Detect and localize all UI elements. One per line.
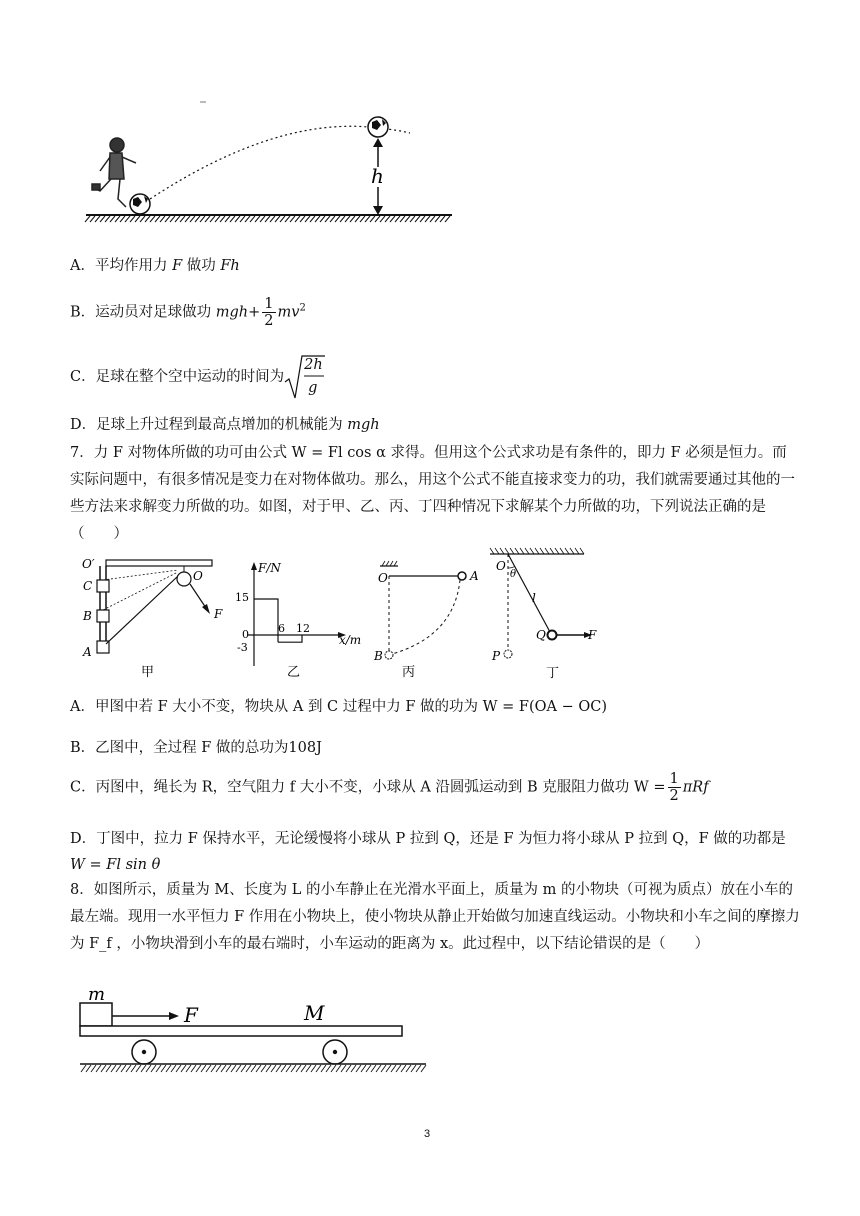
hatch-line bbox=[560, 548, 564, 554]
hatch-line bbox=[266, 1065, 271, 1072]
hatch-line bbox=[381, 1065, 386, 1072]
q6-option-b: B．运动员对足球做功 mgh+ $\frac{1}{2}$ $mv^2$ bbox=[70, 296, 306, 329]
hatch-line bbox=[320, 216, 325, 222]
hatch-line bbox=[345, 216, 350, 222]
hatch-line bbox=[395, 216, 400, 222]
hatch-line bbox=[216, 1065, 221, 1072]
hatch-line bbox=[380, 216, 385, 222]
hatch-line bbox=[271, 1065, 276, 1072]
hatch-line bbox=[111, 1065, 116, 1072]
hatch-line bbox=[280, 216, 285, 222]
q6-option-a: A．平均作用力 F 做功 Fh bbox=[70, 258, 240, 274]
hatch-line bbox=[116, 1065, 121, 1072]
q8-stem: 8．如图所示，质量为 M、长度为 L 的小车静止在光滑水平面上，质量为 m 的小物块（可视为质点）放在小车的最左端。现用一水平恒力 F 作用在小物块上，使小物块从静止开始做匀加速直线运动。小物块和小车之间的摩擦力为 F_f ，小物块滑到小车的最右端时，小车运动的距离为 x。此过程中，以下结论错误的是（ ） bbox=[70, 882, 800, 952]
hatch-line bbox=[376, 1065, 381, 1072]
hatch-line bbox=[205, 216, 210, 222]
hatch-line bbox=[130, 216, 135, 222]
hatch-line bbox=[440, 216, 445, 222]
force-segment-2 bbox=[278, 635, 302, 642]
sqrt-expression: 2h g bbox=[284, 354, 326, 400]
hatch-line bbox=[335, 216, 340, 222]
hatch-line bbox=[90, 216, 95, 222]
hatch-line bbox=[406, 1065, 411, 1072]
hatch-line bbox=[490, 548, 494, 554]
hatch-line bbox=[515, 548, 519, 554]
svg-text:12: 12 bbox=[296, 622, 310, 635]
hatch-line bbox=[231, 1065, 236, 1072]
figure-bing bbox=[372, 556, 492, 686]
svg-text:P: P bbox=[492, 649, 501, 663]
q6-option-c: C．足球在整个空中运动的时间为 2h g bbox=[70, 354, 326, 400]
ball-top bbox=[368, 117, 388, 137]
hatch-line bbox=[510, 548, 514, 554]
svg-text:丙: 丙 bbox=[402, 665, 416, 680]
hatch-line bbox=[415, 216, 420, 222]
hatch-line bbox=[301, 1065, 306, 1072]
svg-text:F: F bbox=[214, 607, 223, 621]
hatch-line bbox=[260, 216, 265, 222]
hatch-line bbox=[570, 548, 574, 554]
hatch-line bbox=[106, 1065, 111, 1072]
hatch-line bbox=[255, 216, 260, 222]
hatch-line bbox=[375, 216, 380, 222]
hatch-line bbox=[220, 216, 225, 222]
hatch-line bbox=[105, 216, 110, 222]
svg-text:O′: O′ bbox=[82, 557, 95, 571]
hatch-line bbox=[325, 216, 330, 222]
hatch-line bbox=[430, 216, 435, 222]
q7-option-d-line1: D．丁图中，拉力 F 保持水平，无论缓慢将小球从 P 拉到 Q，还是 F 为恒力将小球从 P 拉到 Q，F 做的功都是 bbox=[70, 831, 786, 847]
hatch-line bbox=[121, 1065, 126, 1072]
hatch-line bbox=[170, 216, 175, 222]
hatch-line bbox=[341, 1065, 346, 1072]
hatch-line bbox=[400, 216, 405, 222]
hatch-line bbox=[296, 1065, 301, 1072]
hatch-line bbox=[101, 1065, 106, 1072]
hatch-line bbox=[525, 548, 529, 554]
hatch-line bbox=[186, 1065, 191, 1072]
svg-text:m: m bbox=[88, 986, 106, 1005]
hatch-line bbox=[326, 1065, 331, 1072]
hatch-line bbox=[365, 216, 370, 222]
hatch-line bbox=[270, 216, 275, 222]
hatch-line bbox=[131, 1065, 136, 1072]
hatch-line bbox=[171, 1065, 176, 1072]
hatch-line bbox=[445, 216, 450, 222]
hatch-line bbox=[250, 216, 255, 222]
hatch-line bbox=[156, 1065, 161, 1072]
hatch-line bbox=[500, 548, 504, 554]
hatch-line bbox=[575, 548, 579, 554]
hatch-line bbox=[275, 216, 280, 222]
hatch-line bbox=[555, 548, 559, 554]
hatch-line bbox=[110, 216, 115, 222]
svg-text:-3: -3 bbox=[237, 641, 248, 654]
figure-jia bbox=[78, 556, 228, 686]
hatch-line bbox=[125, 216, 130, 222]
hatch-line bbox=[160, 216, 165, 222]
svg-text:O: O bbox=[496, 559, 506, 573]
q7-option-a: A．甲图中若 F 大小不变，物块从 A 到 C 过程中力 F 做的功为 W = F(OA − OC) bbox=[70, 699, 607, 715]
svg-text:0: 0 bbox=[242, 628, 249, 641]
q6-option-d: D．足球上升过程到最高点增加的机械能为 mgh bbox=[70, 417, 380, 433]
hatch-line bbox=[346, 1065, 351, 1072]
hatch-line bbox=[191, 1065, 196, 1072]
hatch-line bbox=[146, 1065, 151, 1072]
hatch-line bbox=[350, 216, 355, 222]
svg-text:A: A bbox=[470, 569, 479, 583]
hatch-line bbox=[176, 1065, 181, 1072]
hatch-line bbox=[286, 1065, 291, 1072]
hatch-line bbox=[390, 216, 395, 222]
cart-figure bbox=[74, 986, 434, 1081]
hatch-line bbox=[505, 548, 509, 554]
hatch-line bbox=[410, 216, 415, 222]
hatch-line bbox=[166, 1065, 171, 1072]
hatch-line bbox=[565, 548, 569, 554]
svg-text:O: O bbox=[378, 571, 388, 585]
svg-text:O: O bbox=[193, 569, 203, 583]
svg-text:F/N: F/N bbox=[258, 561, 281, 575]
hatch-line bbox=[150, 216, 155, 222]
hatch-line bbox=[206, 1065, 211, 1072]
hatch-line bbox=[225, 216, 230, 222]
svg-text:丁: 丁 bbox=[546, 666, 560, 681]
hatch-line bbox=[336, 1065, 341, 1072]
hatch-line bbox=[330, 216, 335, 222]
q7-option-c: C．丙图中，绳长为 R，空气阻力 f 大小不变，小球从 A 沿圆弧运动到 B 克服阻力做功 W = $\frac{1}{2}$ πRf bbox=[70, 771, 709, 804]
fraction-one-half-c: $\frac{1}{2}$ bbox=[669, 771, 679, 804]
hatch-line bbox=[245, 216, 250, 222]
hatch-line bbox=[310, 216, 315, 222]
hatch-line bbox=[331, 1065, 336, 1072]
svg-text:6: 6 bbox=[278, 622, 285, 635]
hatch-line bbox=[416, 1065, 421, 1072]
hatch-line bbox=[295, 216, 300, 222]
hatch-line bbox=[81, 1065, 86, 1072]
hatch-line bbox=[520, 548, 524, 554]
hatch-line bbox=[215, 216, 220, 222]
hatch-line bbox=[85, 216, 90, 222]
hatch-line bbox=[360, 216, 365, 222]
hatch-line bbox=[251, 1065, 256, 1072]
hatch-line bbox=[256, 1065, 261, 1072]
hatch-line bbox=[276, 1065, 281, 1072]
svg-text:F: F bbox=[588, 628, 597, 642]
hatch-line bbox=[391, 1065, 396, 1072]
hatch-line bbox=[230, 216, 235, 222]
hatch-line bbox=[291, 1065, 296, 1072]
svg-text:F: F bbox=[184, 1003, 198, 1027]
hatch-line bbox=[420, 216, 425, 222]
q7-stem: 7．力 F 对物体所做的功可由公式 W = Fl cos α 求得。但用这个公式求功是有条件的，即力 F 必须是恒力。而实际问题中，有很多情况是变力在对物体做功。那么，用这个公式不能直接求变力的功，我们就需要通过其他的一些方法来求解变力所做的功。如图，对于甲、乙、丙、丁四种情况下求解某个力所做的功，下列说法正确的是（ ） bbox=[70, 445, 795, 542]
trajectory-path bbox=[150, 126, 410, 199]
hatch-line bbox=[421, 1065, 426, 1072]
hatch-line bbox=[235, 216, 240, 222]
hatch-line bbox=[185, 216, 190, 222]
figure-yi bbox=[230, 556, 365, 686]
hatch-line bbox=[100, 216, 105, 222]
hatch-line bbox=[545, 548, 549, 554]
hatch-line bbox=[161, 1065, 166, 1072]
hatch-line bbox=[226, 1065, 231, 1072]
hatch-line bbox=[351, 1065, 356, 1072]
hatch-line bbox=[371, 1065, 376, 1072]
svg-text:Q: Q bbox=[536, 628, 546, 642]
hatch-line bbox=[211, 1065, 216, 1072]
hatch-line bbox=[435, 216, 440, 222]
hatch-line bbox=[136, 1065, 141, 1072]
hatch-line bbox=[175, 216, 180, 222]
hatch-line bbox=[370, 216, 375, 222]
svg-text:x/m: x/m bbox=[339, 633, 362, 647]
hatch-line bbox=[210, 216, 215, 222]
hatch-line bbox=[321, 1065, 326, 1072]
hatch-line bbox=[141, 1065, 146, 1072]
hatch-line bbox=[386, 1065, 391, 1072]
svg-text:l: l bbox=[532, 591, 536, 605]
hatch-line bbox=[86, 1065, 91, 1072]
hatch-line bbox=[311, 1065, 316, 1072]
svg-text:甲: 甲 bbox=[141, 665, 155, 680]
hatch-line bbox=[356, 1065, 361, 1072]
hatch-line bbox=[221, 1065, 226, 1072]
hatch-line bbox=[265, 216, 270, 222]
ball-start bbox=[130, 194, 150, 214]
hatch-line bbox=[361, 1065, 366, 1072]
svg-text:θ: θ bbox=[510, 569, 517, 580]
hatch-line bbox=[201, 1065, 206, 1072]
hatch-line bbox=[91, 1065, 96, 1072]
hatch-line bbox=[316, 1065, 321, 1072]
hatch-line bbox=[535, 548, 539, 554]
hatch-line bbox=[135, 216, 140, 222]
hatch-line bbox=[246, 1065, 251, 1072]
svg-text:M: M bbox=[304, 1001, 325, 1025]
hatch-line bbox=[140, 216, 145, 222]
svg-text:B: B bbox=[83, 609, 92, 623]
hatch-line bbox=[241, 1065, 246, 1072]
h-label: h bbox=[371, 164, 384, 188]
hatch-line bbox=[401, 1065, 406, 1072]
hatch-line bbox=[126, 1065, 131, 1072]
hatch-line bbox=[355, 216, 360, 222]
hatch-line bbox=[530, 548, 534, 554]
hatch-line bbox=[145, 216, 150, 222]
page-number: 3 bbox=[424, 1128, 431, 1140]
hatch-line bbox=[495, 548, 499, 554]
hatch-line bbox=[425, 216, 430, 222]
hatch-line bbox=[411, 1065, 416, 1072]
hatch-line bbox=[366, 1065, 371, 1072]
hatch-line bbox=[290, 216, 295, 222]
kick-figure bbox=[78, 95, 458, 225]
hatch-line bbox=[261, 1065, 266, 1072]
q7-option-b: B．乙图中，全过程 F 做的总功为108J bbox=[70, 740, 322, 756]
player-drawing bbox=[92, 138, 136, 207]
hatch-line bbox=[340, 216, 345, 222]
hatch-line bbox=[281, 1065, 286, 1072]
force-segment-1 bbox=[254, 599, 278, 635]
hatch-line bbox=[580, 548, 584, 554]
hatch-line bbox=[240, 216, 245, 222]
q7-option-d-line2: W = Fl sin θ bbox=[70, 857, 161, 873]
hatch-line bbox=[300, 216, 305, 222]
hatch-line bbox=[550, 548, 554, 554]
hatch-line bbox=[385, 216, 390, 222]
hatch-line bbox=[155, 216, 160, 222]
hatch-line bbox=[285, 216, 290, 222]
hatch-line bbox=[306, 1065, 311, 1072]
hatch-line bbox=[151, 1065, 156, 1072]
fraction-one-half: $\frac{1}{2}$ bbox=[264, 296, 274, 329]
svg-text:C: C bbox=[83, 579, 93, 593]
hatch-line bbox=[196, 1065, 201, 1072]
svg-text:B: B bbox=[374, 649, 383, 663]
hatch-line bbox=[195, 216, 200, 222]
hatch-line bbox=[95, 216, 100, 222]
figure-ding bbox=[484, 546, 624, 686]
hatch-line bbox=[236, 1065, 241, 1072]
svg-text:乙: 乙 bbox=[287, 665, 301, 680]
hatch-line bbox=[190, 216, 195, 222]
hatch-line bbox=[165, 216, 170, 222]
svg-text:15: 15 bbox=[235, 591, 249, 604]
hatch-line bbox=[120, 216, 125, 222]
hatch-line bbox=[540, 548, 544, 554]
hatch-line bbox=[180, 216, 185, 222]
hatch-line bbox=[115, 216, 120, 222]
hatch-line bbox=[315, 216, 320, 222]
hatch-line bbox=[305, 216, 310, 222]
hatch-line bbox=[405, 216, 410, 222]
svg-text:A: A bbox=[83, 645, 92, 659]
hatch-line bbox=[96, 1065, 101, 1072]
hatch-line bbox=[181, 1065, 186, 1072]
hatch-line bbox=[200, 216, 205, 222]
hatch-line bbox=[396, 1065, 401, 1072]
